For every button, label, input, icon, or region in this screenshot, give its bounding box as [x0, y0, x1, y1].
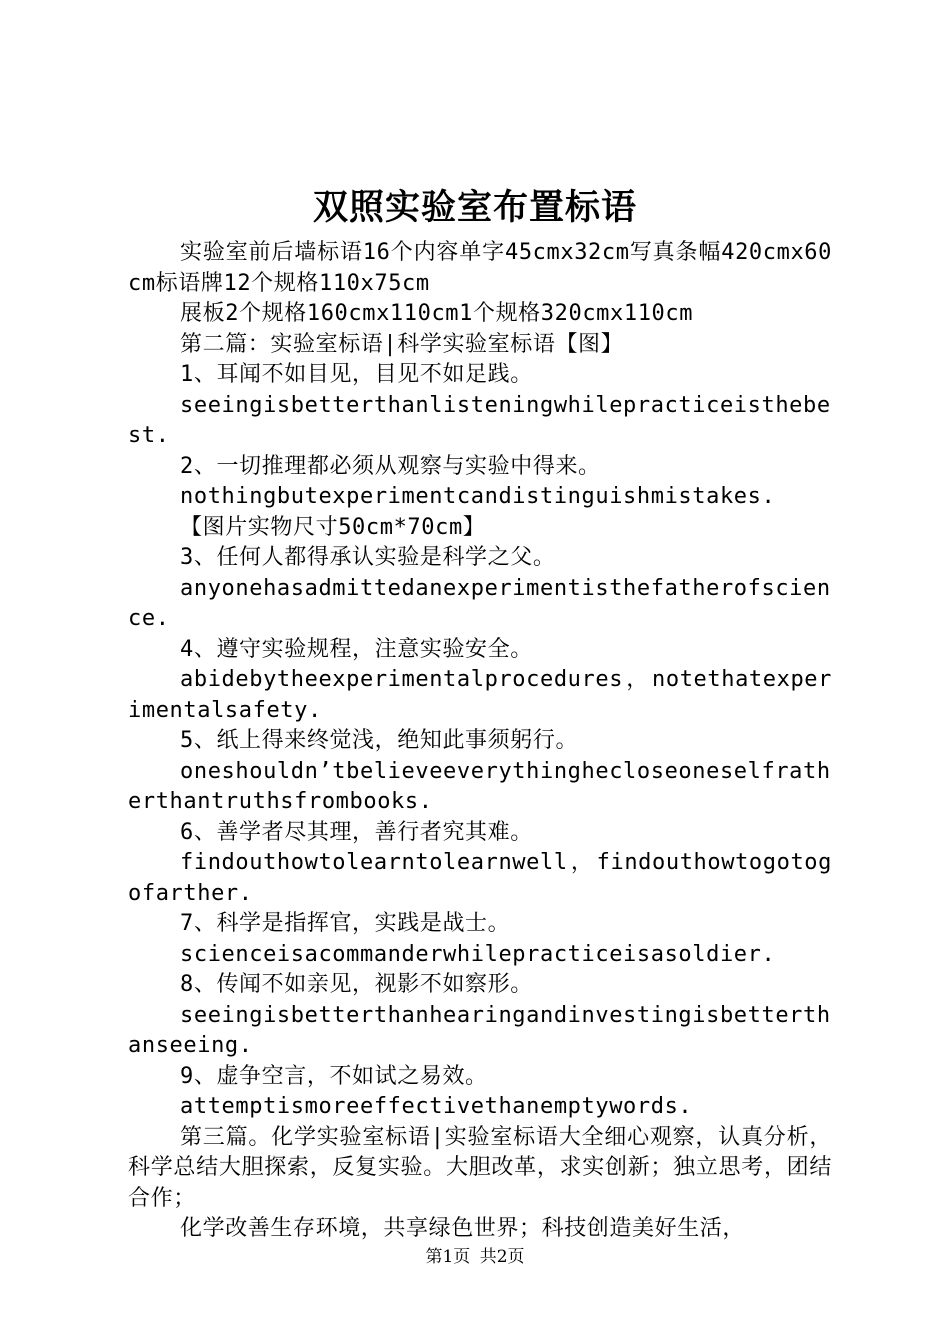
list-item: 9、虚争空言，不如试之易效。 — [180, 1063, 488, 1089]
list-item: 6、善学者尽其理，善行者究其难。 — [180, 819, 533, 845]
list-item-translation: abidebytheexperimentalprocedures，notethatexperimentalsafety. — [128, 667, 832, 723]
list-item-translation: nothingbutexperimentcandistinguishmistakes. — [180, 484, 776, 509]
section-heading: 第三篇。化学实验室标语|实验室标语大全细心观察，认真分析，科学总结大胆探索，反复实验。大胆改革，求实创新；独立思考，团结合作； — [128, 1124, 832, 1211]
image-size-note: 【图片实物尺寸50cm*70cm】 — [180, 514, 486, 540]
document-body — [128, 238, 832, 1245]
list-item-translation: seeingisbetterthanlisteningwhilepracticeisthebest. — [128, 392, 831, 448]
list-item: 5、纸上得来终觉浅，绝知此事须躬行。 — [180, 728, 579, 753]
list-item-translation: attemptismoreeffectivethanemptywords. — [180, 1094, 693, 1119]
section-heading: 第二篇：实验室标语|科学实验室标语【图】 — [180, 331, 624, 357]
paragraph: 实验室前后墙标语16个内容单字45cmx32cm写真条幅420cmx60cm标语牌12个规格110x75cm — [128, 240, 832, 296]
list-item-translation: anyonehasadmittedanexperimentisthefatherofscience. — [128, 575, 831, 631]
list-item: 1、耳闻不如目见，目见不如足践。 — [180, 362, 533, 387]
paragraph: 化学改善生存环境，共享绿色世界；科技创造美好生活， — [180, 1216, 746, 1241]
list-item-translation: oneshouldn’tbelieveeverythinghecloseoneselfratherthantruthsfrombooks. — [128, 758, 831, 814]
list-item: 4、遵守实验规程，注意实验安全。 — [180, 636, 533, 662]
page-indicator: 第1页 共2页 — [425, 1247, 525, 1267]
list-item-translation: scienceisacommanderwhilepracticeisasoldier. — [180, 941, 776, 967]
list-item: 8、传闻不如亲见，视影不如察形。 — [180, 972, 533, 997]
list-item: 2、一切推理都必须从观察与实验中得来。 — [180, 453, 601, 479]
paragraph: 展板2个规格160cmx110cm1个规格320cmx110cm — [180, 301, 694, 326]
document-title: 双照实验室布置标语 — [312, 187, 637, 228]
list-item-translation: findouthowtolearntolearnwell，findouthowtogotogofarther. — [128, 850, 832, 906]
list-item-translation: seeingisbetterthanhearingandinvestingisbetterthanseeing. — [128, 1002, 831, 1058]
list-item: 3、任何人都得承认实验是科学之父。 — [180, 545, 556, 570]
list-item: 7、科学是指挥官，实践是战士。 — [180, 911, 511, 936]
